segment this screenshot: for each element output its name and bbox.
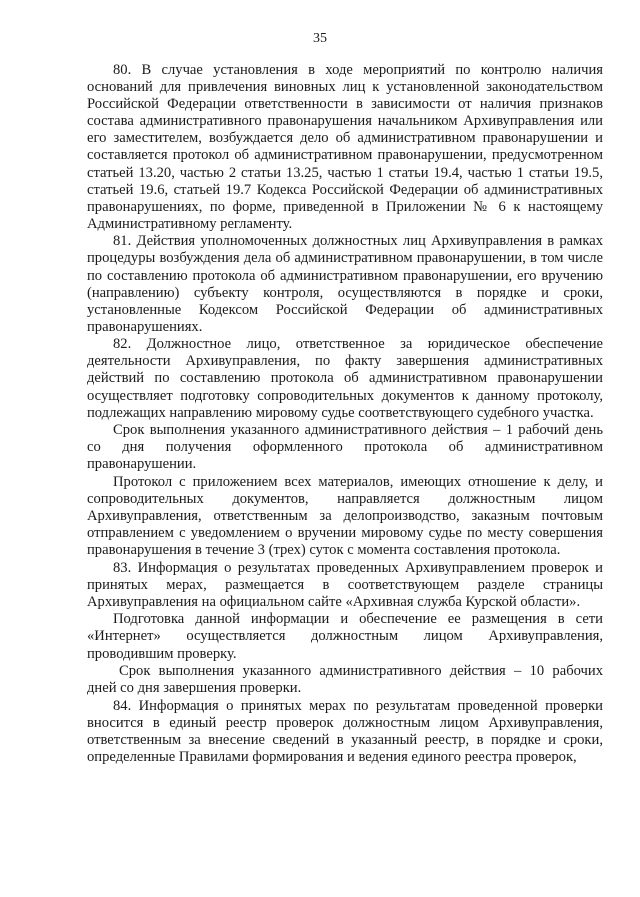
paragraph-81: 81. Действия уполномоченных должностных лиц Архивуправления в рамках процедуры возбуждения дела об административном правонарушении, в том числе по составлению протокола об административном правонарушении, его вручению (направлению) субъекту контроля, осуществляются в порядке и сроки, установленные Кодексом Российской Федерации об административных правонарушениях. — [87, 233, 603, 335]
paragraph-83: 83. Информация о результатах проведенных Архивуправлением проверок и принятых мерах, размещается в соответствующем разделе страницы Архивуправления на официальном сайте «Архивная служба Курской области». — [87, 559, 603, 610]
paragraph-82-protocol: Протокол с приложением всех материалов, имеющих отношение к делу, и сопроводительных документов, направляется должностным лицом Архивуправления, ответственным за делопроизводство, заказным почтовым отправлением с уведомлением о вручении мировому судье по месту совершения правонарушения в течение 3 (трех) суток с момента составления протокола. — [87, 473, 603, 559]
paragraph-80: 80. В случае установления в ходе мероприятий по контролю наличия оснований для привлечения виновных лиц к установленной законодательством Российской Федерации ответственности в зависимости от наличия признаков состава административного правонарушения начальником Архивуправления или его заместителем, возбуждается дело об административном правонарушении и составляется протокол об административном правонарушении, предусмотренном статьей 13.20, частью 2 статьи 13.25, частью 1 статьи 19.4, частью 1 статьи 19.5, статьей 19.6, статьей 19.7 Кодекса Российской Федерации об административных правонарушениях, по форме, приведенной в Приложении № 6 к настоящему Административному регламенту. — [87, 62, 603, 232]
paragraph-82: 82. Должностное лицо, ответственное за юридическое обеспечение деятельности Архивуправления, по факту завершения административных действий по составлению протокола об административном правонарушении осуществляет подготовку сопроводительных документов к данному протоколу, подлежащих направлению мировому судье соответствующего судебного участка. — [87, 336, 603, 421]
document-body — [87, 62, 603, 766]
paragraph-82-term: Срок выполнения указанного административного действия – 1 рабочий день со дня получения оформленного протокола об административном правонарушении. — [87, 422, 603, 473]
paragraph-84: 84. Информация о принятых мерах по результатам проведенной проверки вносится в единый реестр проверок должностным лицом Архивуправления, ответственным за внесение сведений в указанный реестр, в порядке и сроки, определенные Правилами формирования и ведения единого реестра проверок, — [87, 697, 603, 765]
page-number: 35 — [313, 31, 327, 46]
paragraph-83-term: Срок выполнения указанного административного действия – 10 рабочих дней со дня завершения проверки. — [87, 663, 603, 697]
paragraph-83-preparation: Подготовка данной информации и обеспечение ее размещения в сети «Интернет» осуществляется должностным лицом Архивуправления, проводившим проверку. — [87, 611, 603, 662]
